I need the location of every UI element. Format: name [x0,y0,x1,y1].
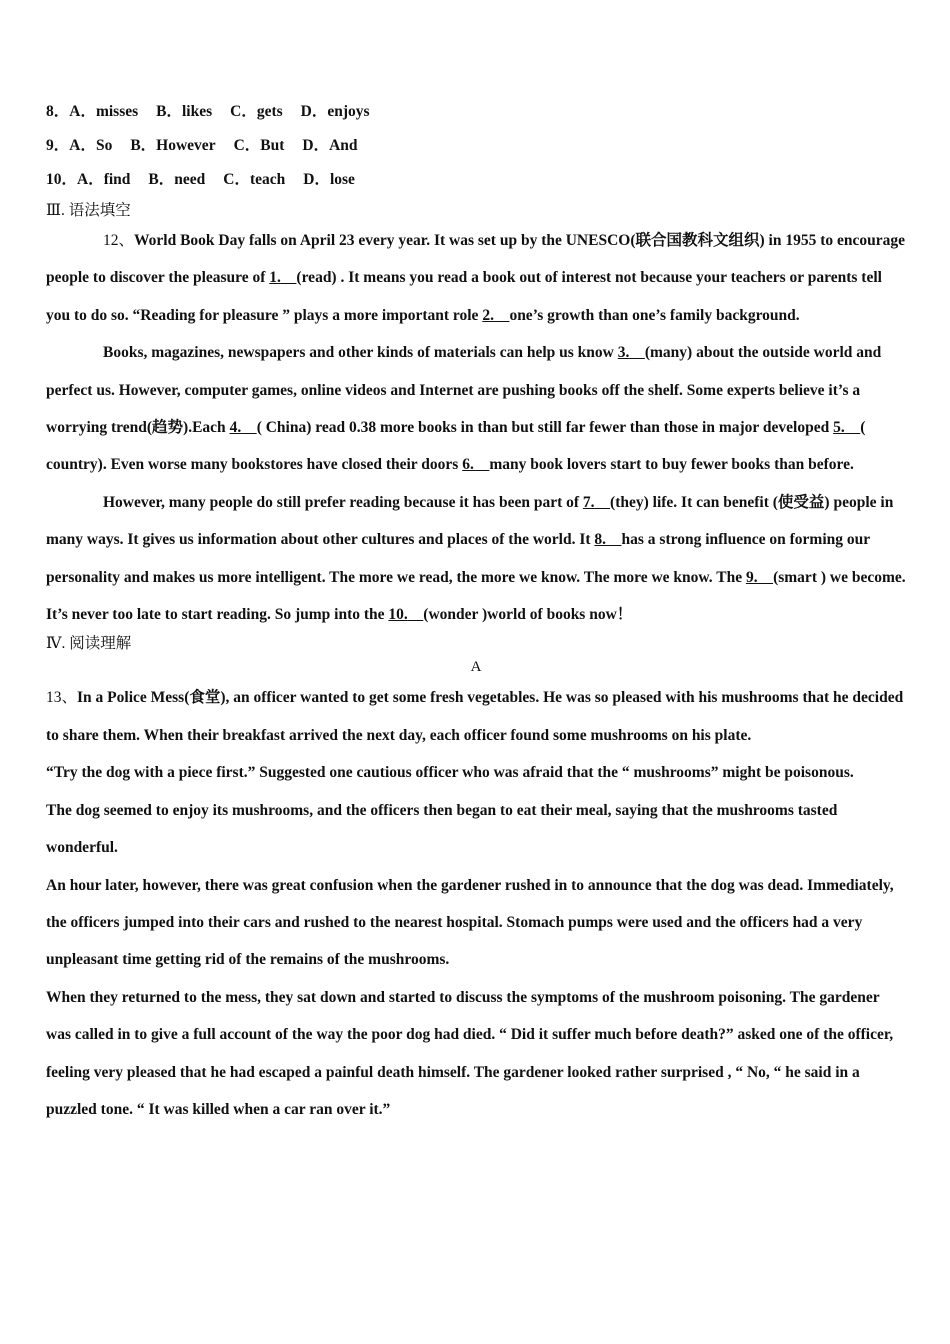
blank-2: 2. [482,306,494,324]
question-13-number: 13、 [46,689,78,707]
reading-paragraph-2: “Try the dog with a piece first.” Suggested one cautious officer who was afraid that the “ mushrooms” might be poisonous. [46,764,854,782]
question-9-options [46,132,906,166]
blank-3: 3. [617,344,630,362]
passage-label: A [470,659,482,676]
question-12-number: 12、 [103,232,135,249]
question-number: 9． [46,137,70,154]
question-number: 8． [46,103,70,120]
blank-8: 8. [594,531,607,549]
option-c: C．teach [223,171,286,188]
blank-5: 5. [833,419,845,437]
section-3-heading: Ⅲ. 语法填空 [46,202,131,219]
option-a: A．So [69,137,113,154]
blank-6: 6. [462,456,474,474]
reading-paragraph-4: An hour later, however, there was great confusion when the gardener rushed in to announce that the dog was dead. Immediately, the officers jumped into their cars and rushed to the nearest hospital. Stomach pumps were used and the officers had a very unpleasant time getting rid of the remains of the mushrooms. [46,876,894,969]
reading-paragraph-3: The dog seemed to enjoy its mushrooms, and the officers then began to eat their meal, saying that the mushrooms tasted wonderful. [46,801,838,857]
option-d: D．And [302,137,358,154]
blank-10: 10. [388,606,408,624]
option-d: D．enjoys [300,103,370,120]
option-a: A．find [77,171,131,188]
grammar-paragraph-2: Books, magazines, newspapers and other kinds of materials can help us know 3. (many) about the outside world and perfect us. However, computer games, online videos and Internet are pushing books off the shelf. Some experts believe it’s a worrying trend(趋势).Each 4. ( China) read 0.38 more books in than but still far fewer than those in major developed 5. ( country). Even worse many bookstores have closed their doors 6. many book lovers start to buy fewer books than before. [46,344,882,474]
reading-paragraph-5: When they returned to the mess, they sat down and started to discuss the symptoms of the mushroom poisoning. The gardener was called in to give a full account of the way the poor dog had died. “ Did it suffer much before death?” asked one of the officer, feeling very pleased that he had escaped a painful death himself. The gardener looked rather surprised , “ No, “ he said in a puzzled tone. “ It was killed when a car ran over it.” [46,988,894,1118]
document-page [46,98,906,1128]
blank-4: 4. [229,419,242,437]
option-b: B．However [130,137,216,154]
option-a: A．misses [69,103,139,120]
grammar-paragraph-1: 12、World Book Day falls on April 23 every year. It was set up by the UNESCO(联合国教科文组织) in 1955 to encourage people to discover the pleasure of 1. (read) . It means you read a book out of interest not because your teachers or parents tell you to do so. “Reading for pleasure ” plays a more important role 2. one’s growth than one’s family background. [46,232,906,324]
question-number: 10． [46,171,78,188]
blank-9: 9. [745,568,758,586]
reading-paragraph-1: 13、In a Police Mess(食堂), an officer wanted to get some fresh vegetables. He was so pleased with his mushrooms that he decided to share them. When their breakfast arrived the next day, each officer found some mushrooms on his plate. [46,689,904,744]
blank-7: 7. [582,493,595,511]
option-c: C．But [233,137,285,154]
option-d: D．lose [303,171,355,188]
option-b: B．need [148,171,206,188]
question-8-options [46,98,906,132]
option-c: C．gets [230,103,283,120]
section-4-heading: Ⅳ. 阅读理解 [46,635,132,653]
question-10-options [46,166,906,200]
grammar-paragraph-3: However, many people do still prefer reading because it has been part of 7. (they) life. It can benefit (使受益) people in many ways. It gives us information about other cultures and places of the world. It 8. has a strong influence on forming our personality and makes us more intelligent. The more we read, the more we know. The more we know. The 9. (smart ) we become. It’s never too late to start reading. So jump into the 10. (wonder )world of books now！ [46,493,906,624]
option-b: B．likes [156,103,213,120]
blank-1: 1. [269,269,281,287]
